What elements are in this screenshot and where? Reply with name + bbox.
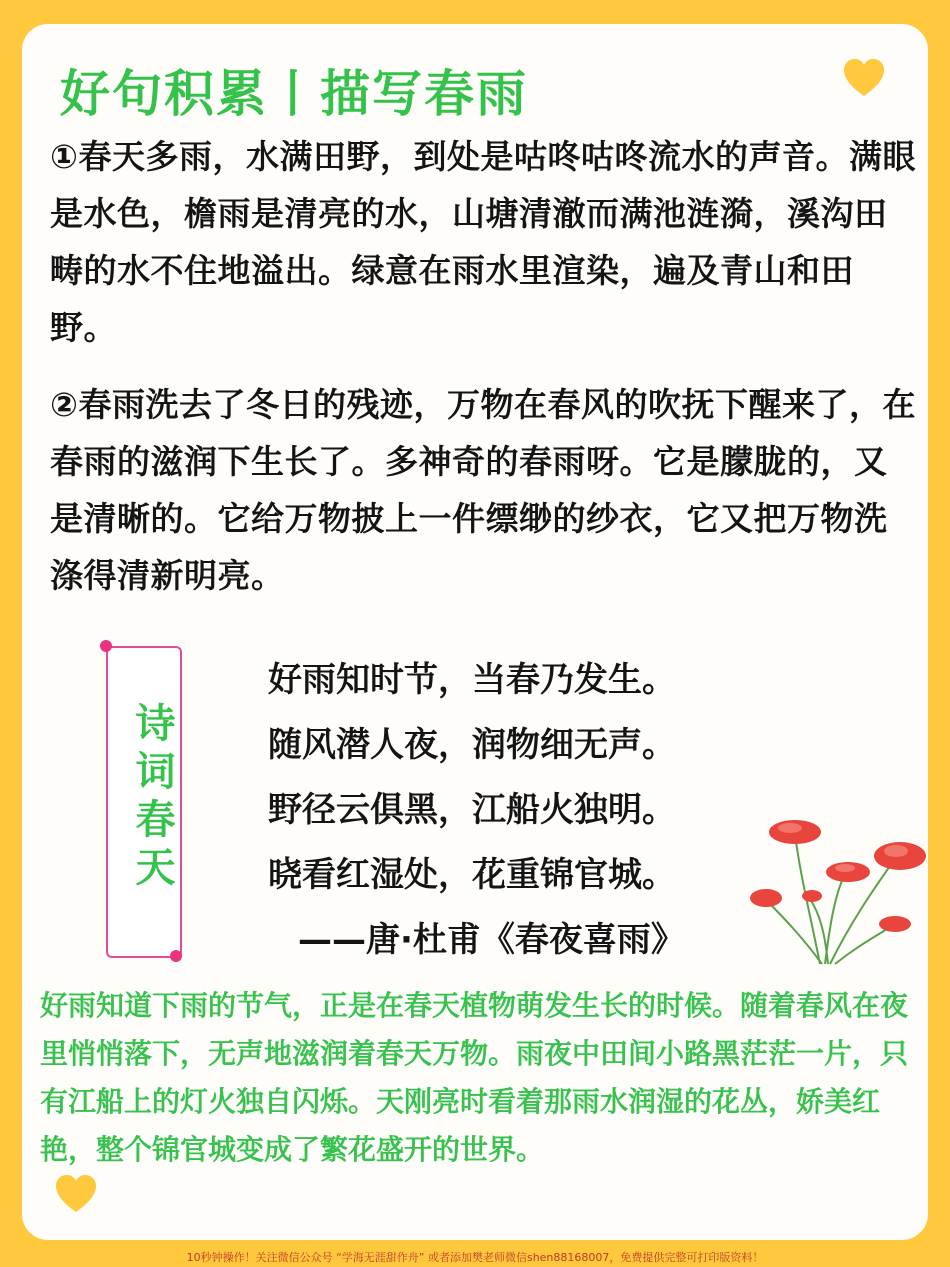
poem-line: 野径云俱黑，江船火独明。 [268, 790, 676, 830]
paragraph-1: ①春天多雨，水满田野，到处是咕咚咕咚流水的声音。满眼是水色，檐雨是清亮的水，山塘清澈而满池涟漪，溪沟田畴的水不住地溢出。绿意在雨水里渲染，遍及青山和田野。 [50, 137, 916, 347]
poem [268, 648, 685, 973]
poem-line: 随风潜人夜，润物细无声。 [268, 725, 676, 765]
poem-banner [100, 640, 182, 962]
poem-translation: 好雨知道下雨的节气，正是在春天植物萌发生长的时候。随着春风在夜里悄悄落下，无声地滋润着春天万物。雨夜中田间小路黑茫茫一片，只有江船上的灯火独自闪烁。天刚亮时看着那雨水润湿的花丛，娇美红艳，整个锦官城变成了繁花盛开的世界。 [40, 989, 909, 1166]
banner-dot-icon [170, 950, 182, 962]
poem-line: 好雨知时节，当春乃发生。 [268, 660, 676, 700]
poem-credit: ——唐·杜甫《春夜喜雨》 [298, 920, 685, 960]
banner-dot-icon [100, 640, 112, 652]
poem-line: 晓看红湿处，花重锦官城。 [268, 855, 676, 895]
content-card [22, 24, 928, 1240]
footer-note: 10秒钟操作！关注微信公众号 “学海无涯甜作舟” 或者添加樊老师微信shen88168007，免费提供完整可打印版资料！ [186, 1251, 764, 1264]
heart-icon [54, 1174, 98, 1214]
flower-illustration [750, 804, 930, 974]
banner-label: 诗词春天 [129, 702, 175, 894]
heart-icon [842, 58, 886, 98]
paragraph-2: ②春雨洗去了冬日的残迹，万物在春风的吹抚下醒来了，在春雨的滋润下生长了。多神奇的春雨呀。它是朦胧的，又是清晰的。它给万物披上一件缥缈的纱衣，它又把万物洗涤得清新明亮。 [50, 385, 916, 595]
page-title: 好句积累丨描写春雨 [60, 65, 528, 123]
